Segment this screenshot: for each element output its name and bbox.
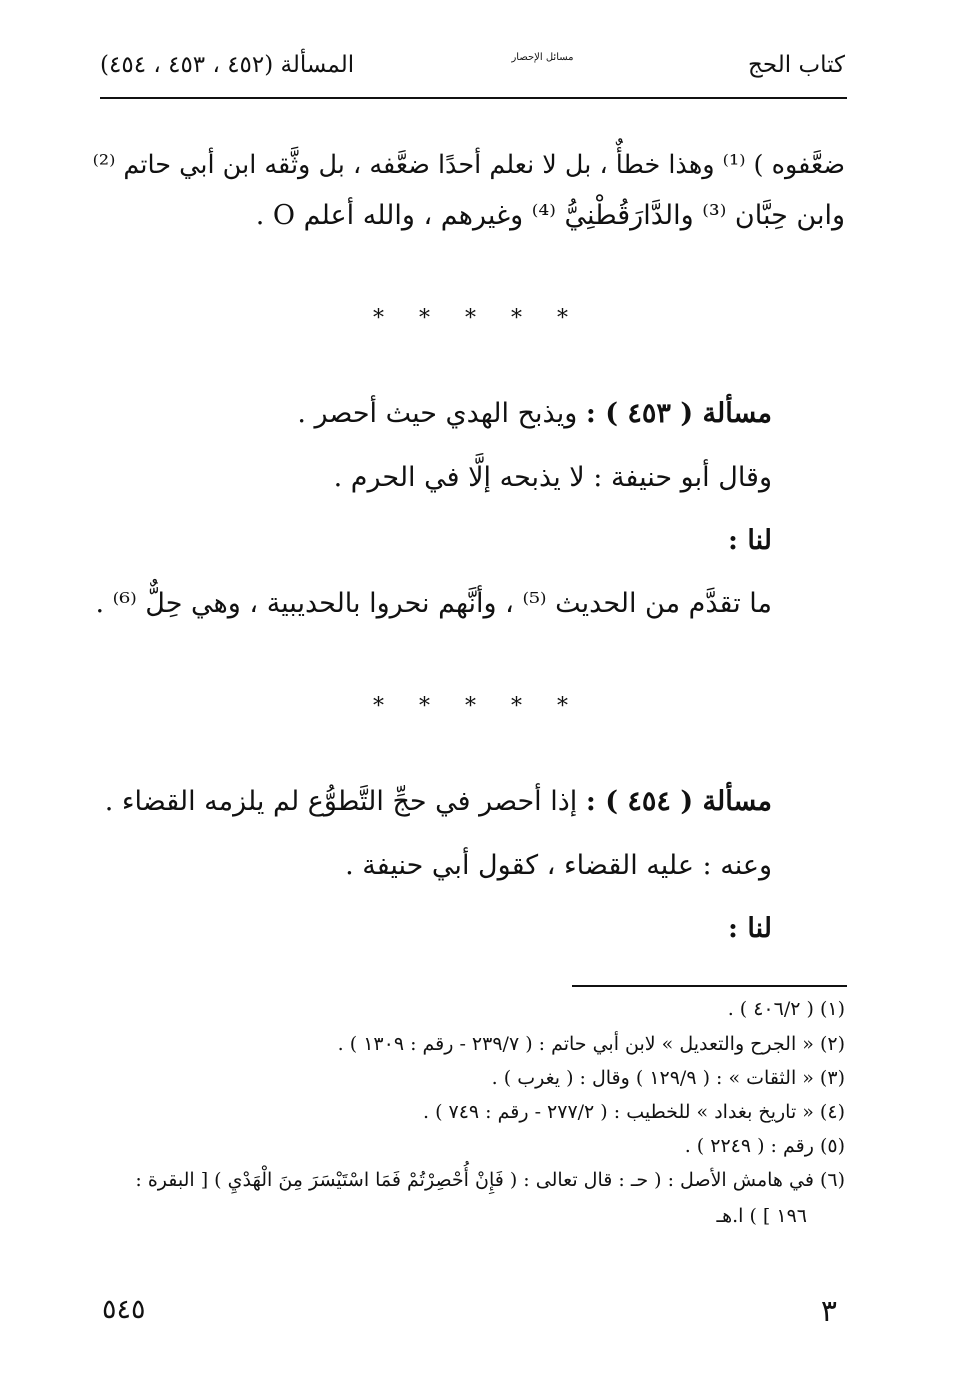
issue-453-lana: لنا :	[728, 525, 772, 556]
page-number-left: ٥٤٥	[102, 1294, 146, 1325]
issue-454-alt-view: وعنه : عليه القضاء ، كقول أبي حنيفة .	[345, 850, 772, 881]
issue-453-title: مسألة ( ٤٥٣ ) :	[585, 398, 772, 429]
intro-line-1: ضعَّفوه ) ⁽¹⁾ وهذا خطأٌ ، بل لا نعلم أحدًا ضعَّفه ، بل وثَّقه ابن أبي حاتم ⁽²⁾	[92, 150, 845, 180]
issue-453-hanafi-view: وقال أبو حنيفة : لا يذبحه إلَّا في الحرم .	[333, 462, 772, 493]
issue-453-line	[297, 398, 772, 429]
header-chapter-text: مسائل الإحصار	[511, 52, 574, 63]
issue-454-text: إذا أحصر في حجِّ التَّطوُّع لم يلزمه القضاء .	[104, 786, 578, 817]
footnote-5: (٥) رقم : ( ٢٢٤٩ ) .	[684, 1135, 845, 1157]
issue-454-lana: لنا :	[728, 913, 772, 944]
footnote-6: (٦) في هامش الأصل : ( حـ : قال تعالى : ( فَإِنْ أُحْصِرْتُمْ فَمَا اسْتَيْسَرَ مِنَ الْهَدْيِ ) [ البقرة :	[135, 1169, 845, 1191]
footnote-3: (٣) « الثقات » : ( ١٢٩/٩ ) وقال : ( يغرب ) .	[491, 1067, 845, 1089]
issue-453-evidence: ما تقدَّم من الحديث ⁽⁵⁾ ، وأنَّهم نحروا بالحديبية ، وهي حِلٌّ ⁽⁶⁾ .	[95, 588, 772, 619]
header-rule	[100, 97, 847, 99]
header-issue-numbers: المسألة (٤٥٢ ، ٤٥٣ ، ٤٥٤)	[100, 52, 355, 78]
footnote-1: (١) ( ٤٠٦/٢ ) .	[727, 998, 845, 1020]
footnote-6-continuation: ١٩٦ ] ) ا.هـ	[716, 1205, 807, 1227]
issue-454-line	[105, 786, 772, 817]
issue-453-text: ويذبح الهدي حيث أحصر .	[297, 398, 578, 429]
footnote-4: (٤) « تاريخ بغداد » للخطيب : ( ٢٧٧/٢ - رقم : ٧٤٩ ) .	[422, 1101, 845, 1123]
footnote-rule	[572, 985, 847, 987]
issue-454-title: مسألة ( ٤٥٤ ) :	[585, 786, 772, 817]
section-separator-2: * * * * *	[373, 694, 582, 719]
intro-line-2: وابن حِبَّان ⁽³⁾ والدَّارَقُطْنِيُّ ⁽⁴⁾ وغيرهم ، والله أعلم O .	[255, 200, 845, 231]
footnote-2: (٢) « الجرح والتعديل » لابن أبي حاتم : ( ٢٣٩/٧ - رقم : ١٣٠٩ ) .	[337, 1033, 845, 1055]
section-separator-1: * * * * *	[373, 306, 582, 331]
page-number-right: ٣	[820, 1294, 837, 1329]
header-book-title: كتاب الحج	[748, 52, 845, 78]
